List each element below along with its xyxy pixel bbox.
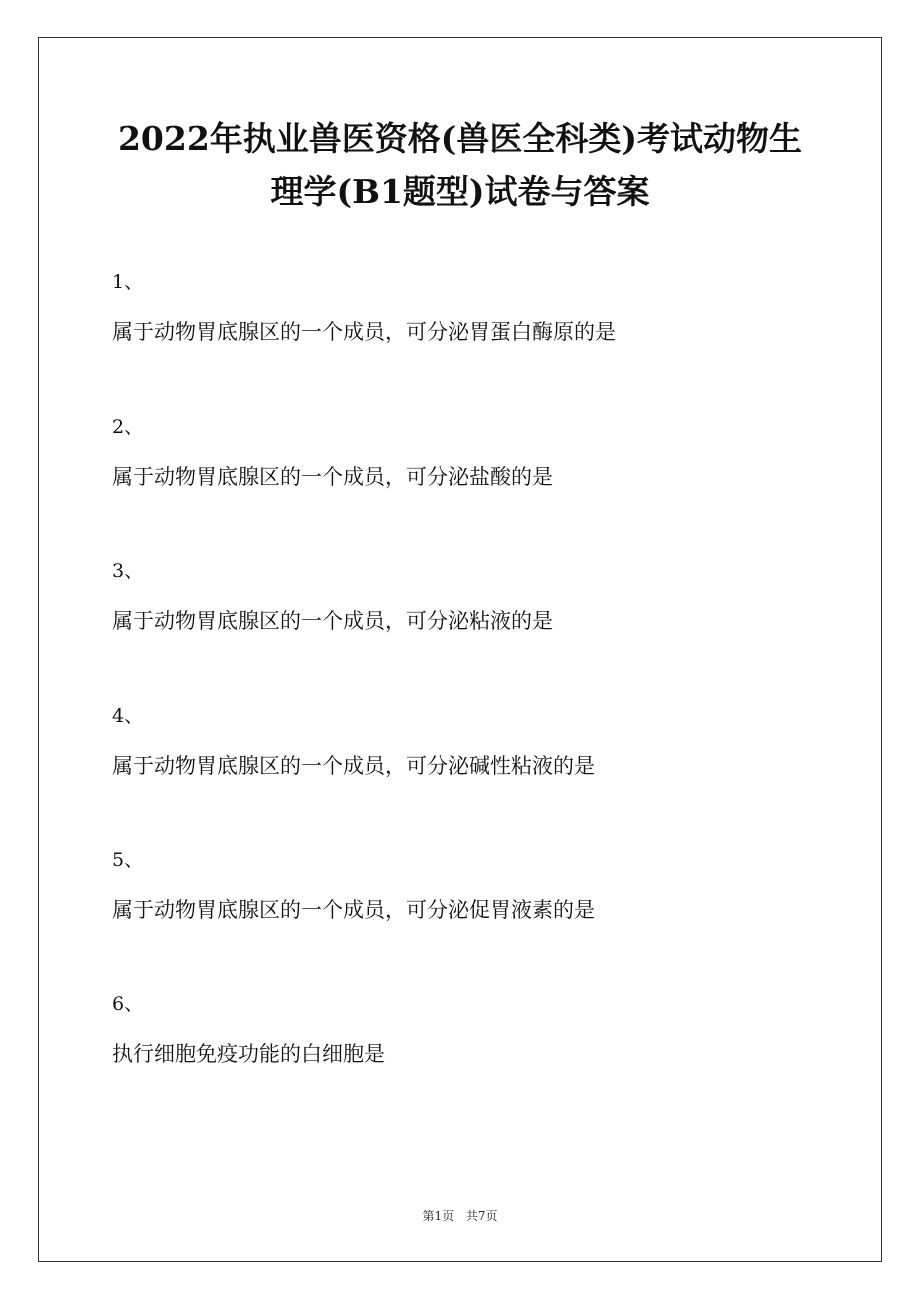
question-item bbox=[112, 704, 832, 780]
title-line-1: 2022年执业兽医资格(兽医全科类)考试动物生 bbox=[117, 119, 803, 158]
page-number-total: 共7页 bbox=[465, 1209, 498, 1223]
question-text: 属于动物胃底腺区的一个成员，可分泌促胃液素的是 bbox=[112, 898, 595, 922]
question-number: 4、 bbox=[112, 705, 144, 727]
page-number-current: 第1页 bbox=[422, 1209, 455, 1223]
question-number: 2、 bbox=[112, 416, 144, 438]
question-text: 属于动物胃底腺区的一个成员，可分泌盐酸的是 bbox=[112, 465, 553, 489]
question-item bbox=[112, 559, 832, 635]
question-item bbox=[112, 270, 832, 346]
question-text: 属于动物胃底腺区的一个成员，可分泌胃蛋白酶原的是 bbox=[112, 320, 616, 344]
question-item bbox=[112, 415, 832, 491]
question-number: 1、 bbox=[112, 271, 144, 293]
question-number: 3、 bbox=[112, 560, 144, 582]
question-number: 5、 bbox=[112, 849, 144, 871]
page-footer bbox=[38, 1208, 882, 1224]
question-text: 属于动物胃底腺区的一个成员，可分泌粘液的是 bbox=[112, 609, 553, 633]
page-border bbox=[38, 37, 882, 1262]
question-item bbox=[112, 848, 832, 924]
question-item bbox=[112, 992, 832, 1068]
question-number: 6、 bbox=[112, 993, 144, 1015]
question-text: 执行细胞免疫功能的白细胞是 bbox=[112, 1042, 385, 1066]
title-line-2: 理学(B1题型)试卷与答案 bbox=[270, 172, 650, 211]
document-title bbox=[38, 112, 882, 218]
question-text: 属于动物胃底腺区的一个成员，可分泌碱性粘液的是 bbox=[112, 754, 595, 778]
